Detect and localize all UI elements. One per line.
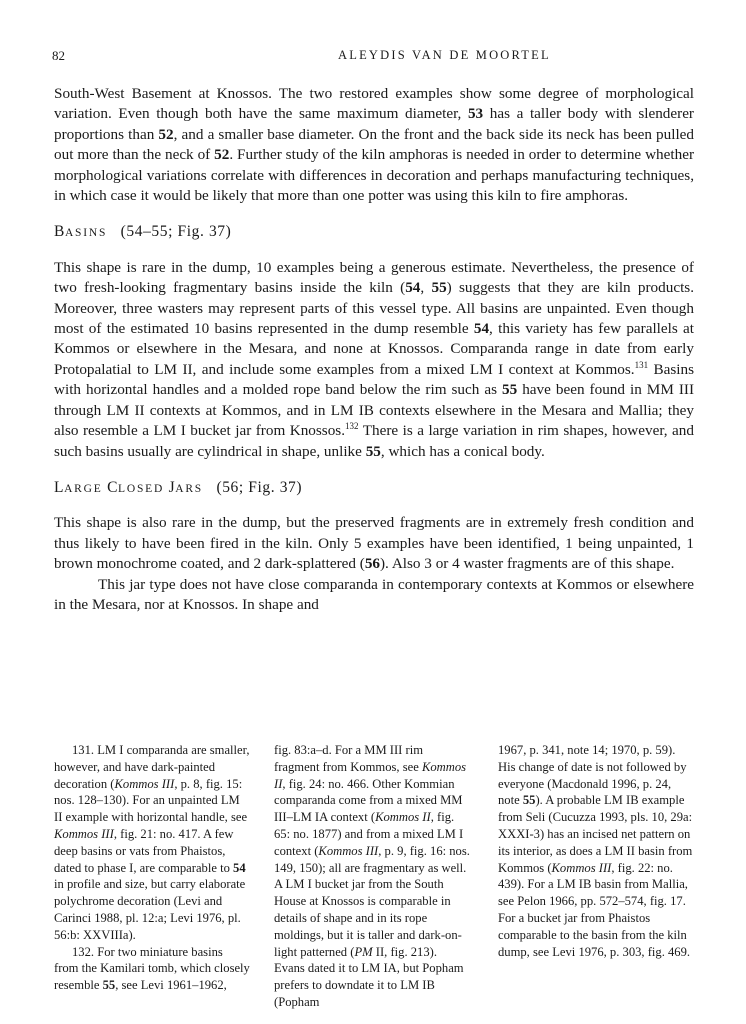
footnote-131 bbox=[54, 742, 250, 944]
footnote-col2-text: fig. 83:a–d. For a MM III rim fragment from Kommos, see Kommos II, fig. 24: no. 466. Other Kommian comparanda come from a mixed MM III–LM IA context (Kommos II, fig. 65: no. 1877) and from a mixed LM I context (Kommos III, p. 9, fig. 16: nos. 149, 150); all are fragmentary as well. A LM I bucket jar from the South House at Knossos is comparable in details of shape and in its rope moldings, but it is taller and dark-on-light patterned (PM II, fig. 213). Evans dated it to LM IA, but Popham prefers to downdate it to LM IB (Popham bbox=[274, 743, 470, 1009]
section-heading-basins bbox=[54, 222, 694, 243]
footnotes bbox=[48, 742, 698, 1012]
page-number: 82 bbox=[52, 48, 65, 63]
heading-basins-initial: B bbox=[54, 223, 65, 241]
jars-text-2: This jar type does not have close comparanda in contemporary contexts at Kommos or elsewhere in the Mesara, nor at Knossos. In shape and bbox=[54, 575, 694, 613]
heading-jars-ars: ARS bbox=[175, 482, 203, 495]
footnote-ref[interactable]: 132 bbox=[345, 421, 359, 432]
heading-basins-ref: (54–55; Fig. 37) bbox=[120, 223, 232, 241]
heading-jars-losed: LOSED bbox=[118, 482, 165, 495]
paragraph-basins bbox=[54, 258, 694, 462]
section-heading-jars bbox=[54, 478, 694, 499]
main-text bbox=[54, 84, 694, 615]
footnote-132 bbox=[54, 944, 250, 994]
running-header bbox=[48, 48, 698, 68]
heading-jars-arge: ARGE bbox=[64, 482, 103, 495]
footnote-131-text: 131. LM I comparanda are smaller, however, and have dark-painted decoration (Kommos III, p. 8, fig. 15: nos. 128–130). For an unpainted LM II example with horizontal handle, see Kommos III, fig. 21: no. 417. A few deep basins or vats from Phaistos, dated to phase I, are comparable to 54 in profile and size, but carry elaborate polychrome decoration (Levi and Carinci 1988, pl. 12:a; Levi 1976, pl. 56:b: XXVIIIa). bbox=[54, 743, 250, 942]
heading-basins-rest: ASINS bbox=[64, 227, 108, 240]
paragraph-jars-1 bbox=[54, 513, 694, 574]
footnote-ref[interactable]: 131 bbox=[634, 359, 649, 370]
heading-jars-initial-l: L bbox=[54, 478, 65, 496]
jars-text-1: This shape is also rare in the dump, but the preserved fragments are in extremely fresh condition and thus likely to have been fired in the kiln. Only 5 examples have been identified, 1 being unpainted, 1 brown monochrome coated, and 2 dark-splattered (56). Also 3 or 4 waster fragments are of this shape. bbox=[54, 514, 694, 573]
footnote-column-2 bbox=[274, 742, 470, 1011]
footnote-col3-text: 1967, p. 341, note 14; 1970, p. 59). His change of date is not followed by everyone (Macdonald 1996, p. 24, note 55). A probable LM IB example from Seli (Cucuzza 1993, pls. 10, 29a: XXXI-3) has an incised net pattern on its interior, as does a LM II basin from Kommos (Kommos III, fig. 22: no. 439). For a LM IB basin from Mallia, see Pelon 1966, pp. 572–574, fig. 17. For a bucket jar from Phaistos comparable to the basin from the kiln dump, see Levi 1976, p. 303, fig. 469. bbox=[498, 743, 693, 959]
paragraph-amphoras bbox=[54, 84, 694, 206]
footnote-column-1 bbox=[54, 742, 250, 994]
basins-text: This shape is rare in the dump, 10 examples being a generous estimate. Nevertheless, the presence of two fresh-looking fragmentary basins inside the kiln (54, 55) suggests that they are kiln products. Moreover, three wasters may represent parts of this vessel type. All basins are unpainted. Even though most of the estimated 10 basins represented in the dump resemble 54, this variety has few parallels at Kommos or elsewhere in the Mesara, and none at Knossos. Comparanda range in date from early Protopalatial to LM II, and include some examples from a mixed LM I context at Kommos.$^{131}$ Basins with horizontal handles and a molded rope band below the rim such as 55 have been found in MM III through LM II contexts at Kommos, and in LM IB contexts elsewhere in the Mesara and Mallia; they also resemble a LM I bucket jar from Knossos.$^{132}$ There is a large variation in rim shapes, however, and such basins usually are cylindrical in shape, unlike 55, which has a conical body. bbox=[54, 258, 695, 460]
amphoras-text: South-West Basement at Knossos. The two restored examples show some degree of morphological variation. Even though both have the same maximum diameter, 53 has a taller body with slenderer proportions than 52, and a smaller base diameter. On the front and the back side its neck has been pulled out more than the neck of 52. Further study of the kiln amphoras is needed in order to determine whether morphological variations correlate with differences in decoration and perhaps manufacturing techniques, in which case it would be likely that more than one potter was using this kiln to fire amphoras. bbox=[54, 85, 695, 205]
footnote-132-continued-2 bbox=[498, 742, 694, 960]
paragraph-jars-2 bbox=[54, 575, 694, 616]
heading-jars-ref: (56; Fig. 37) bbox=[216, 478, 303, 496]
running-head-author: ALEYDIS VAN DE MOORTEL bbox=[338, 48, 551, 62]
footnote-132-text: 132. For two miniature basins from the Kamilari tomb, which closely resemble 55, see Levi 1961–1962, bbox=[54, 944, 250, 993]
heading-jars-initial-c: C bbox=[107, 478, 119, 496]
heading-jars-initial-j: J bbox=[168, 478, 176, 496]
footnote-132-continued bbox=[274, 742, 470, 1011]
footnote-column-3 bbox=[498, 742, 694, 960]
